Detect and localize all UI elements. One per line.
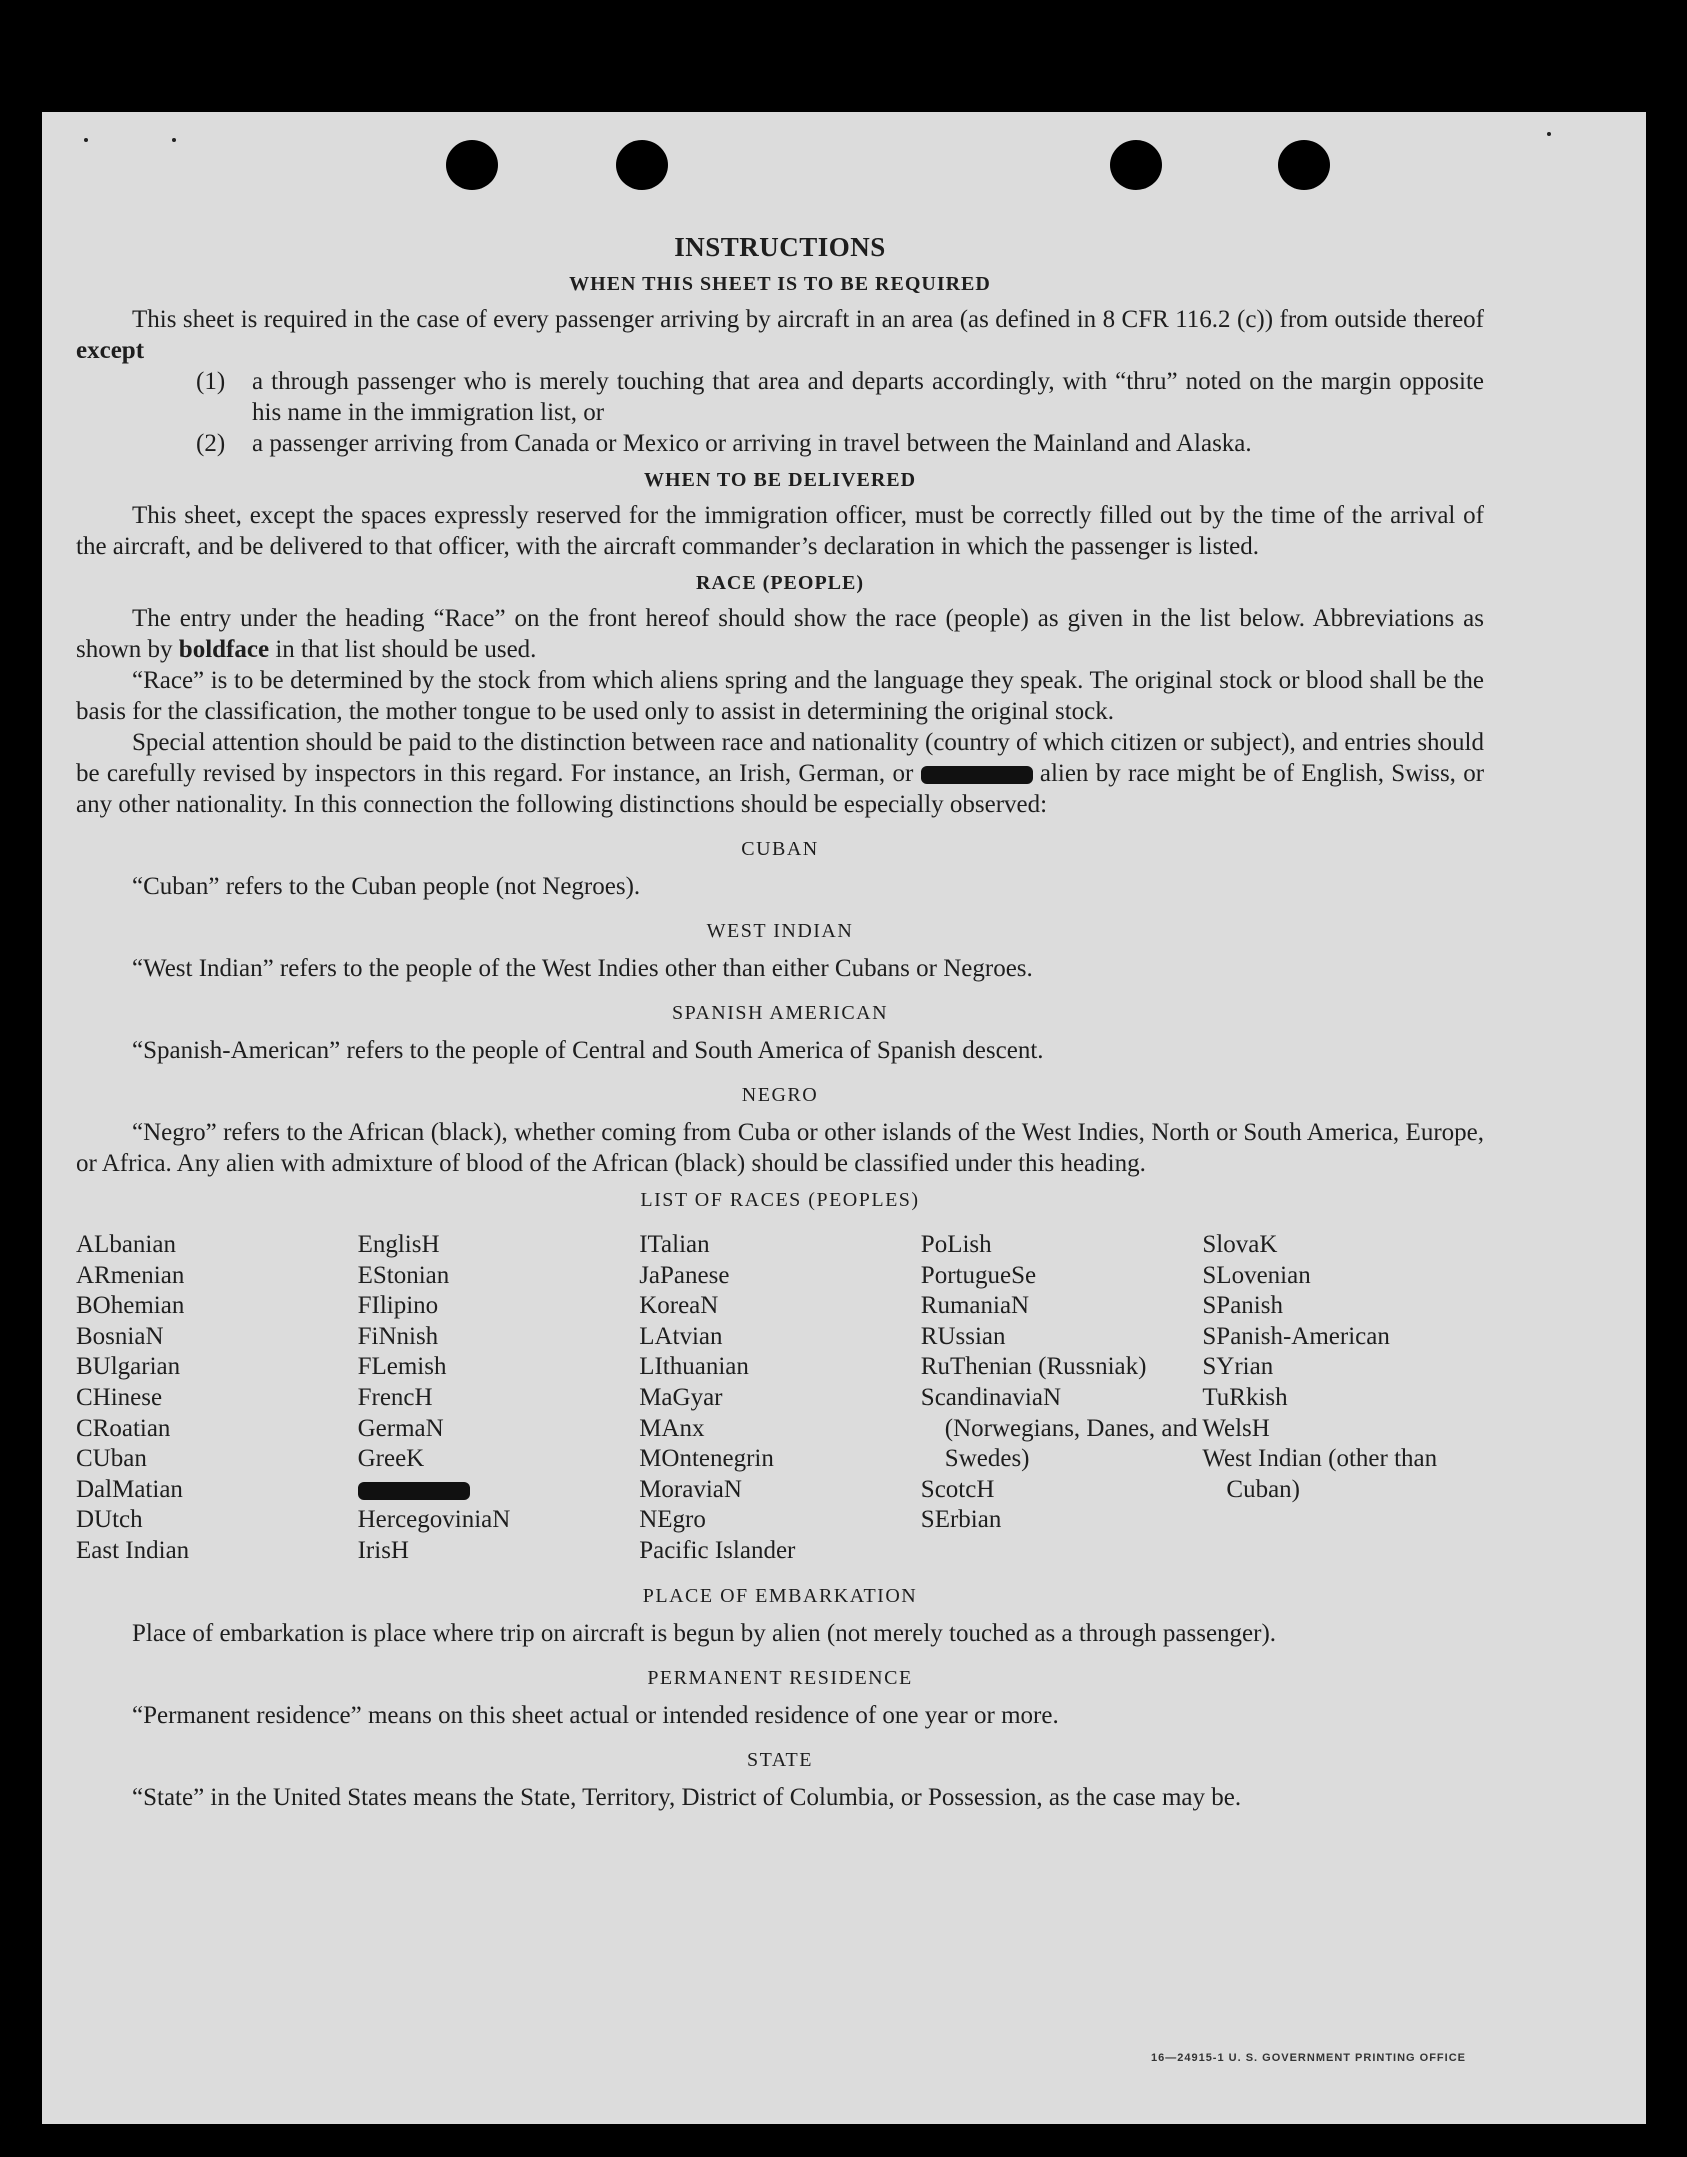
punch-hole [616,140,668,190]
paragraph: “Race” is to be determined by the stock from which aliens spring and the language they speak. The original stock or blood shall be the basis for the classification, the mother tongue to be used only to assist in determining the original stock. [76,667,1484,725]
race-entry: LAtvian [639,1322,723,1350]
race-entry: BOhemian [76,1292,185,1320]
punch-hole [446,140,498,190]
race-column [639,1230,921,1567]
except-text: except [76,337,145,364]
race-entry: Pacific Islander [639,1536,796,1564]
race-entry: NEgro [639,1506,706,1534]
section-heading: LIST OF RACES (PEOPLES) [640,1189,920,1211]
speck [84,138,88,142]
paragraph: “Negro” refers to the African (black), whether coming from Cuba or other islands of the West Indies, North or South America, Europe, or Africa. Any alien with admixture of blood of the African (black) should be classified under this heading. [76,1119,1484,1177]
race-entry: TuRkish [1202,1383,1288,1411]
race-entry: SLovenian [1202,1261,1311,1289]
race-entry: CHinese [76,1383,163,1411]
race-entry: RumaniaN [920,1292,1030,1320]
paragraph [76,603,1484,665]
race-entry: ITalian [639,1231,710,1258]
paragraph: This sheet, except the spaces expressly reserved for the immigration officer, must be correctly filled out by the time of the arrival of the aircraft, and be delivered to that officer, with the aircraft commander’s declaration in which the passenger is listed. [76,502,1484,560]
race-entry: RUssian [920,1322,1006,1350]
section-heading: PERMANENT RESIDENCE [647,1666,913,1689]
race-entry: SPanish [1202,1292,1283,1320]
race-entry: PoLish [920,1231,992,1258]
race-entry: LIthuanian [639,1353,749,1381]
section-heading: NEGRO [741,1084,819,1106]
race-entry: IrisH [357,1536,409,1564]
race-column [1202,1230,1484,1567]
document-page [42,112,1646,2124]
race-entry: SPanish-American [1202,1322,1390,1350]
race-entry: DUtch [76,1506,143,1534]
race-entry: SlovaK [1202,1231,1278,1258]
paragraph: “Permanent residence” means on this sheet actual or intended residence of one year or more. [132,1701,1059,1729]
text-run: in that list should be used. [275,636,537,663]
race-entry: MOntenegrin [639,1445,774,1473]
boldface-word: boldface [178,636,270,663]
section-heading: STATE [747,1748,813,1771]
paragraph [76,304,1484,366]
paragraph: “State” in the United States means the State, Territory, District of Columbia, or Possession, as the case may be. [132,1783,1242,1811]
section-heading: WHEN THIS SHEET IS TO BE REQUIRED [569,273,991,295]
race-entry: KoreaN [639,1292,719,1320]
section-heading: RACE (PEOPLE) [696,572,864,594]
race-entry: WelsH [1202,1414,1270,1442]
section-heading: SPANISH AMERICAN [671,1002,889,1024]
section-heading: CUBAN [741,838,819,860]
race-entry: ALbanian [76,1231,176,1258]
race-entry: FrencH [357,1383,433,1411]
punch-hole [1278,140,1330,190]
race-entry: JaPanese [639,1261,730,1289]
race-entry: ScotcH [920,1475,995,1503]
redaction-mark [921,766,1033,784]
race-list [76,1230,1484,1567]
race-entry: ARmenian [76,1261,185,1289]
section-heading: WHEN TO BE DELIVERED [643,469,917,491]
item-number: (1) [196,368,226,395]
paragraph: “West Indian” refers to the people of the West Indies other than either Cubans or Negroes. [132,955,1033,982]
race-entry: PortugueSe [920,1261,1037,1289]
paragraph [76,727,1484,820]
race-entry: West Indian (other than Cuban) [1202,1445,1438,1503]
race-entry: GermaN [357,1414,444,1442]
paragraph: “Spanish-American” refers to the people of Central and South America of Spanish descent. [132,1037,1044,1064]
redaction-mark [358,1482,470,1500]
race-entry: FLemish [357,1353,447,1381]
punch-hole [1110,140,1162,190]
race-entry: MaGyar [639,1383,723,1411]
race-entry: DalMatian [76,1475,183,1503]
paragraph: Place of embarkation is place where trip on aircraft is begun by alien (not merely touched as a through passenger). [132,1619,1277,1647]
speck [172,138,176,142]
speck [1547,132,1551,136]
race-entry: CUban [76,1445,147,1473]
item-text: a through passenger who is merely touching that area and departs accordingly, with “thru” noted on the margin opposite his name in the immigration list, or [252,368,1484,426]
instructions-content [76,232,1484,1813]
race-entry [358,1475,640,1506]
list-item [196,428,1484,459]
race-entry: SYrian [1202,1353,1274,1381]
printer-code: 16—24915-1 U. S. GOVERNMENT PRINTING OFFICE [1150,2052,1466,2064]
race-entry: East Indian [76,1536,190,1564]
item-number: (2) [196,430,226,457]
paragraph: “Cuban” refers to the Cuban people (not Negroes). [132,873,641,900]
race-entry: HercegoviniaN [357,1506,511,1534]
page-title: INSTRUCTIONS [674,232,886,262]
race-entry: RuThenian (Russniak) [920,1353,1147,1381]
race-entry: EnglisH [357,1231,440,1258]
race-entry: ScandinaviaN (Norwegians, Danes, and Swedes) [920,1383,1198,1473]
section-heading: WEST INDIAN [706,920,854,942]
race-entry: MAnx [639,1414,705,1442]
section-heading: PLACE OF EMBARKATION [642,1584,918,1607]
item-text: a passenger arriving from Canada or Mexico or arriving in travel between the Mainland and Alaska. [252,430,1252,457]
race-entry: GreeK [357,1445,425,1473]
text-run: The entry under the heading “Race” on the front hereof should show the race (people) as given in the list below. Abbreviations as shown by [76,605,1484,663]
race-entry: FIlipino [357,1292,439,1320]
race-column [358,1230,640,1567]
race-entry: MoraviaN [639,1475,742,1503]
race-entry: SErbian [920,1506,1002,1534]
race-entry: BUlgarian [76,1353,181,1381]
intro-text: This sheet is required in the case of every passenger arriving by aircraft in an area (as defined in 8 CFR 116.2 (c)) from outside thereof [132,306,1484,333]
race-entry: EStonian [357,1261,450,1289]
list-item [196,366,1484,428]
race-entry: FiNnish [357,1322,439,1350]
race-entry: CRoatian [76,1414,171,1442]
text-run: alien by race might be of English, Swiss, or any other nationality. In this connection the following distinctions should be especially observed: [76,760,1485,818]
race-column [921,1230,1203,1567]
race-column [76,1230,358,1567]
race-entry: BosniaN [76,1322,164,1350]
text-run: Special attention should be paid to the distinction between race and nationality (country of which citizen or subject), and entries should be carefully revised by inspectors in this regard. For instance, an Irish, German, or [76,729,1484,787]
